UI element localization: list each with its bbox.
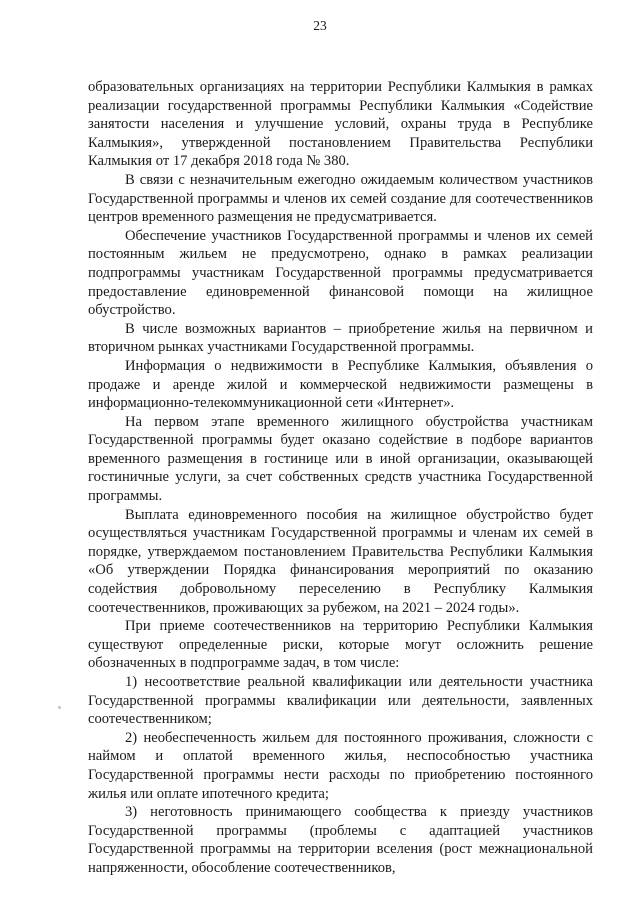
paragraph: В связи с незначительным ежегодно ожидаемым количеством участников Государственной программы и членов их семей создание для соотечественников центров временного размещения не предусматривается. — [88, 171, 593, 226]
paragraph: При приеме соотечественников на территорию Республики Калмыкия существуют определенные риски, которые могут осложнить решение обозначенных в подпрограмме задач, в том числе: — [88, 618, 593, 672]
scan-artifact — [58, 706, 61, 709]
list-item-3: 3) неготовность принимающего сообщества к приезду участников Государственной программы (проблемы с адаптацией участников Государственной программы на территории вселения (рост межнациональной напряженности, обособление соотечественников, — [88, 804, 593, 876]
paragraph: Выплата единовременного пособия на жилищное обустройство будет осуществляться участникам Государственной программы и членам их семей в порядке, утверждаемом постановлением Правительства Республики Калмыкия «Об утверждении Порядка финансирования мероприятий по оказанию содействия добровольному переселению в Республику Калмыкия соотечественников, проживающих за рубежом, на 2021 – 2024 годы». — [88, 506, 593, 616]
list-item-2: 2) необеспеченность жильем для постоянного проживания, сложности с наймом и оплатой временного жилья, неспособностью участника Государственной программы нести расходы по приобретению постоянного жилья или оплате ипотечного кредита; — [88, 729, 593, 802]
list-item-1: 1) несоответствие реальной квалификации или деятельности участника Государственной программы квалификации или деятельности, заявленных соотечественником; — [88, 674, 593, 728]
paragraph: Обеспечение участников Государственной программы и членов их семей постоянным жильем не предусмотрено, однако в рамках реализации подпрограммы участникам Государственной программы предусматривается предоставление единовременной финансовой помощи на жилищное обустройство. — [88, 227, 593, 319]
paragraph: В числе возможных вариантов – приобретение жилья на первичном и вторичном рынках участниками Государственной программы. — [88, 320, 593, 356]
paragraph: Информация о недвижимости в Республике Калмыкия, объявления о продаже и аренде жилой и коммерческой недвижимости размещены в информационно-телекоммуникационной сети «Интернет». — [88, 357, 593, 412]
page-number: 23 — [313, 18, 327, 33]
body-text — [88, 78, 593, 878]
paragraph-continuation: образовательных организациях на территории Республики Калмыкия в рамках реализации государственной программы Республики Калмыкия «Содействие занятости населения и улучшение условий, охраны труда в Республике Калмыкия», утвержденной постановлением Правительства Республики Калмыкия от 17 декабря 2018 года № 380. — [88, 79, 593, 170]
paragraph: На первом этапе временного жилищного обустройства участникам Государственной программы будет оказано содействие в подборе вариантов временного размещения в гостинице или в иной организации, оказывающей гостиничные услуги, за счет собственных средств участника Государственной программы. — [88, 413, 593, 505]
